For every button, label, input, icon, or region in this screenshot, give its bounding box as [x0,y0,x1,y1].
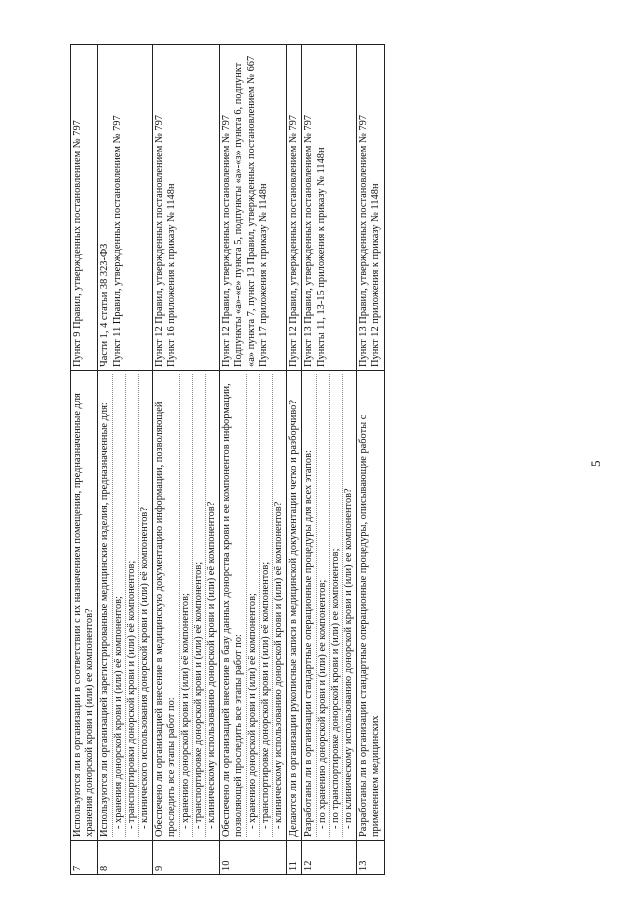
table-row [302,45,357,875]
table-body [71,45,385,875]
question-subitem: - по транспортировке донорской крови и (или) ее компонентов; [329,374,342,837]
page-number: 5 [588,460,603,467]
question-cell [287,371,302,841]
question-subitem: - транспортировке донорской крови и (или) её компонентов; [259,374,272,837]
reference-cell [153,45,220,371]
question-text: Разработаны ли в организации стандартные операционные процедуры для всех этапов: [303,450,315,837]
legal-reference: Пункт 12 Правил, утвержденных постановлением № 797 [154,114,166,367]
question-cell [153,371,220,841]
question-text: Разработаны ли в организации стандартные операционные процедуры, описывающие работы с применением медицинских [358,414,382,837]
question-text: Используются ли организацией зарегистрированные медицинские изделия, предназначенные для: [99,402,111,837]
row-number: 13 [357,841,384,875]
question-cell [98,371,153,841]
row-number: 7 [71,841,98,875]
question-cell [220,371,287,841]
legal-reference: Пункты 11, 13-15 приложения к приказу № 1148н [315,147,327,367]
row-number: 10 [220,841,287,875]
row-number: 9 [153,841,220,875]
legal-reference: Пункт 9 Правил, утвержденных постановлением № 797 [72,120,83,367]
question-subitem: - транспортировки донорской крови и (или) её компонентов; [125,374,138,837]
question-subitem: - хранения донорской крови и (или) её компонентов; [112,374,125,837]
legal-reference: Подпункты «а»-«е» пункта 5, подпункты «а»-«з» пункта 6, подпункт «а» пункта 7, пункт 13 Правил, утвержденных постановлением № 667 [233,55,257,367]
table-row [71,45,98,875]
row-number: 12 [302,841,357,875]
legal-reference: Пункт 11 Правил, утвержденных постановлением № 797 [111,115,123,367]
question-subitem: - клинического использования донорской крови и (или) её компонентов? [138,374,151,837]
legal-reference: Пункт 12 приложения к приказу № 1148н [370,183,382,367]
table-row [357,45,384,875]
reference-cell [98,45,153,371]
question-subitem: - по клиническому использованию донорской крови и (или) ее компонентов? [342,374,355,837]
legal-reference: Части 1, 4 статьи 38 323-ФЗ [99,243,111,367]
table-row [287,45,302,875]
question-text: Обеспечено ли организацией внесение в медицинскую документацию информации, позволяющей проследить все этапы работ по: [154,401,178,837]
reference-cell [220,45,287,371]
question-subitem: - хранению донорской крови и (или) её компонентов; [179,374,192,837]
legal-reference: Пункт 16 приложения к приказу № 1148н [166,183,178,367]
row-number: 8 [98,841,153,875]
legal-reference: Пункт 12 Правил, утвержденных постановлением № 797 [221,114,233,367]
question-subitem: - клиническому использованию донорской крови и (или) её компонентов? [205,374,218,837]
reference-cell [71,45,98,371]
legal-reference: Пункт 13 Правил, утвержденных постановлением № 797 [358,114,370,367]
question-cell [302,371,357,841]
legal-reference: Пункт 12 Правил, утвержденных постановлением № 797 [288,114,300,367]
legal-reference: Пункт 17 приложения к приказу № 1148н [257,183,269,367]
question-subitem: - хранению донорской крови и (или) её компонентов; [246,374,259,837]
reference-cell [357,45,384,371]
question-subitem: - по хранению донорской крови и (или) ее компонентов; [316,374,329,837]
question-subitem: - транспортировке донорской крови и (или) её компонентов; [192,374,205,837]
question-text: Делаются ли в организации рукописные записи в медицинской документации четко и разборчиво? [288,400,300,837]
question-cell [357,371,384,841]
table-row [220,45,287,875]
legal-reference: Пункт 13 Правил, утвержденных постановлением № 797 [303,114,315,367]
table-row [98,45,153,875]
reference-cell [287,45,302,371]
question-subitem: - клиническому использованию донорской крови и (или) её компонентов? [272,374,285,837]
reference-cell [302,45,357,371]
table-row [153,45,220,875]
question-cell [71,371,98,841]
checklist-table [70,44,385,875]
question-text: Используются ли в организации в соответствии с их назначением помещения, предназначенные для хранения донорской крови и (или) ее компонентов? [72,393,96,837]
question-text: Обеспечено ли организацией внесение в базу данных донорства крови и ее компонентов информации, позволяющей проследить все этапы работ по: [221,383,245,837]
row-number: 11 [287,841,302,875]
